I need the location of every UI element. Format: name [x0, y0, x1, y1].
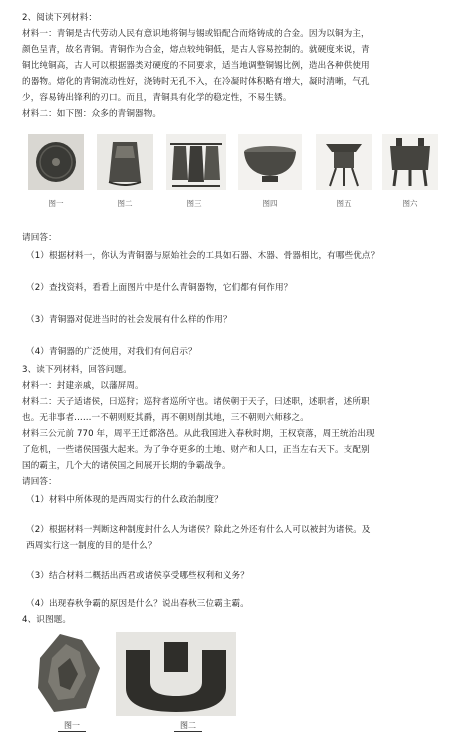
- question-3-3: （3）结合材料二概括出西君或诸侯享受哪些权利和义务？: [26, 571, 249, 581]
- bronze-axe-icon: [97, 130, 153, 194]
- section-3-line: 材料一：封建亲戚，以藩屏周。: [22, 381, 144, 391]
- question-3-1: （1）材料中所体现的是西周实行的什么政治制度？: [26, 495, 223, 505]
- bronze-figures-row: [22, 130, 442, 212]
- question-2-4: （4）青铜器的广泛使用，对我们有何启示？: [26, 347, 197, 357]
- figure-5-label: 图五: [336, 199, 352, 208]
- section-3-line: 也。无非事者……一不朝则贬其爵，再不朝则削其地，三不朝则六师移之。: [22, 413, 309, 423]
- figure-6-label: 图六: [402, 199, 418, 208]
- figure-3-label: 图三: [186, 199, 202, 208]
- figure2-2-label: 图二: [174, 720, 202, 732]
- material-one-line: 铜比纯铜高，古人可以根据器类对硬度的不同要求，适当地调整铜锡比例，造出各种供使用: [22, 61, 370, 71]
- figure-2: [97, 130, 153, 212]
- material-one-line: 少，容易铸出锋利的刃口。而且，青铜具有化学的稳定性，不易生锈。: [22, 93, 292, 103]
- section-4-heading: 4、识图题。: [22, 615, 72, 625]
- round-coin-icon: [28, 130, 84, 194]
- question-2-1: （1）根据材料一，你认为青铜器与原始社会的工具如石器、木器、骨器相比，有哪些优点？: [26, 251, 380, 261]
- bronze-bells-icon: [166, 130, 226, 194]
- question-3-2: （2）根据材料一判断这种制度封什么人为诸侯？除此之外还有什么人可以被封为诸侯。及: [26, 525, 371, 535]
- bronze-jue-icon: [316, 130, 372, 194]
- section-4-figures: [30, 628, 450, 736]
- figure-4-label: 图四: [262, 199, 278, 208]
- figure-1-label: 图一: [48, 199, 64, 208]
- material-one-line: 颜色呈青，故名青铜。青铜作为合金，熔点较纯铜低，是古人容易控制的。就硬度来说，青: [22, 45, 370, 55]
- section-3-line: 国的霸主，几个大的诸侯国之间展开长期的争霸战争。: [22, 461, 231, 471]
- section-2-heading: 2、阅读下列材料：: [22, 13, 98, 23]
- please-answer: 请回答：: [22, 477, 57, 487]
- figure-1: [28, 130, 84, 212]
- stone-tool-icon: [30, 628, 110, 718]
- bronze-shovel-icon: [116, 632, 236, 716]
- figure-5: [316, 130, 372, 212]
- figure2-1-label: 图一: [58, 720, 86, 732]
- material-one-line: 的器物。熔化的青铜流动性好，浇铸时无孔不入，在冷凝时体积略有增大，凝时清晰，气孔: [22, 77, 370, 87]
- figure2-1: [30, 628, 110, 730]
- question-3-2-cont: 西周实行这一制度的目的是什么？: [26, 541, 157, 551]
- section-3-line: 材料二：天子适诸侯，曰巡狩；巡狩者巡所守也。诸侯朝于天子，曰述职，述职者，述所职: [22, 397, 370, 407]
- figure-6: [382, 130, 438, 212]
- question-2-2: （2）查找资料，看看上面图片中是什么青铜器物，它们都有何作用？: [26, 283, 293, 293]
- section-3-line: 材料三公元前 770 年，周平王迁都洛邑。从此我国进入春秋时期，王权衰落，周王统治出现: [22, 429, 375, 439]
- figure2-2: [116, 632, 236, 730]
- section-3-heading: 3、读下列材料，回答问题。: [22, 365, 132, 375]
- figure-2-label: 图二: [117, 199, 133, 208]
- figure-4: [238, 130, 302, 212]
- section-3-line: 了危机，一些诸侯国强大起来。为了争夺更多的土地、财产和人口，正当左右天下。支配别: [22, 445, 370, 455]
- material-two-line: 材料二：如下图：众多的青铜器物。: [22, 109, 162, 119]
- please-answer: 请回答：: [22, 233, 57, 243]
- figure-3: [166, 130, 222, 212]
- bronze-basin-icon: [238, 130, 302, 194]
- question-3-4: （4）出现春秋争霸的原因是什么？说出春秋三位霸主霸。: [26, 599, 249, 609]
- bronze-ding-icon: [382, 130, 438, 194]
- question-2-3: （3）青铜器对促进当时的社会发展有什么样的作用？: [26, 315, 232, 325]
- material-one-line: 材料一：青铜是古代劳动人民有意识地将铜与锡或铅配合而烙铸成的合金。因为以铜为主，: [22, 29, 370, 39]
